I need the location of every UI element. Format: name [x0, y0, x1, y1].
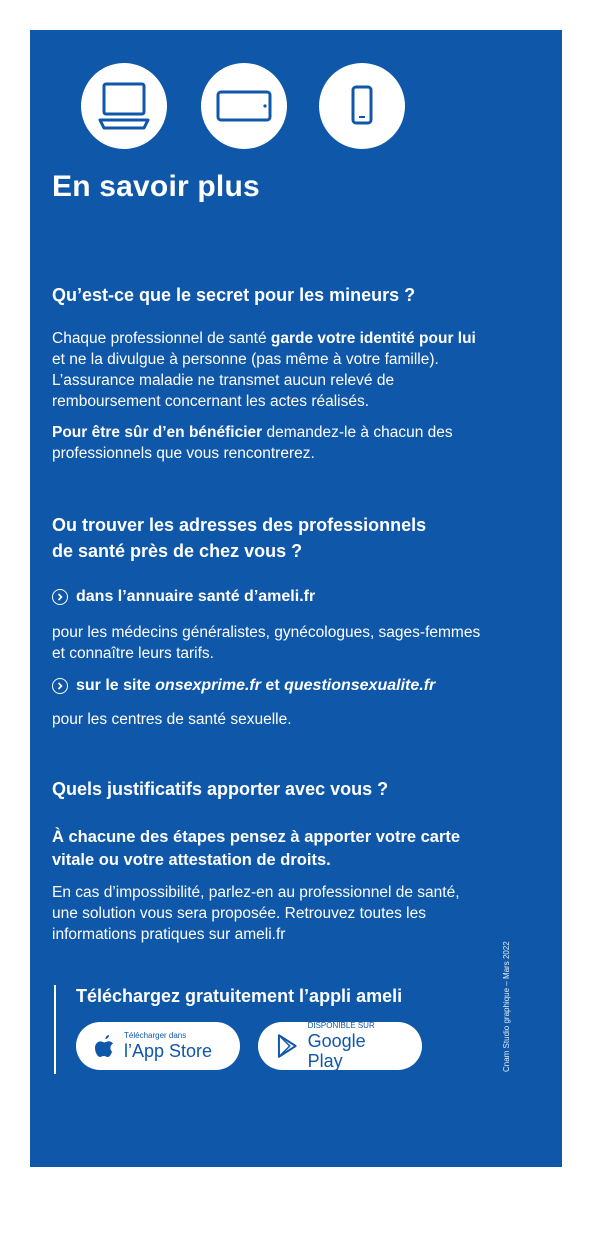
section-heading-secret: Qu’est-ce que le secret pour les mineurs ? — [52, 285, 416, 305]
store-buttons — [76, 1022, 422, 1070]
computer-icon — [81, 63, 167, 149]
smartphone-icon — [319, 63, 405, 149]
app-download-title: Téléchargez gratuitement l’appli ameli — [76, 986, 403, 1006]
apple-icon — [94, 1033, 116, 1059]
justificatifs-text: En cas d’impossibilité, parlez-en au professionnel de santé, une solution vous sera proposée. Retrouvez toutes les informations pratiques sur ameli.fr — [52, 884, 460, 943]
annuaire-description: pour les médecins généralistes, gynécologues, sages-femmes et connaître leurs tarifs. — [52, 624, 481, 662]
app-download-block — [54, 985, 422, 1074]
page-title: En savoir plus — [52, 170, 260, 203]
app-store-button[interactable]: Télécharger dans l’App Store — [76, 1022, 240, 1070]
section-heading-addresses: Ou trouver les adresses des professionnels de santé près de chez vous ? — [52, 515, 427, 561]
tablet-icon — [201, 63, 287, 149]
google-play-icon — [276, 1033, 300, 1059]
section-heading-justificatifs: Quels justificatifs apporter avec vous ? — [52, 779, 389, 799]
credit-line: Cnam Studio graphique – Mars 2022 — [502, 941, 511, 1072]
google-play-button[interactable]: DISPONIBLE SUR Google Play — [258, 1022, 422, 1070]
benefit-paragraph: Pour être sûr d’en bénéficier demandez-le à chacun des professionnels que vous rencontrerez. — [52, 424, 453, 462]
chevron-right-icon — [52, 678, 68, 694]
sites-link[interactable]: sur le site onsexprime.fr et questionsexualite.fr — [52, 675, 435, 697]
justificatifs-subhead: À chacune des étapes pensez à apporter votre carte vitale ou votre attestation de droits. — [52, 828, 461, 869]
sites-description: pour les centres de santé sexuelle. — [52, 711, 292, 728]
annuaire-link[interactable]: dans l’annuaire santé d’ameli.fr — [52, 586, 315, 608]
chevron-right-icon — [52, 589, 68, 605]
secret-paragraph: Chaque professionnel de santé garde votre identité pour lui et ne la divulgue à personne (pas même à votre famille). L’assurance maladie ne transmet aucun relevé de remboursement concernant les actes réalisés. — [52, 330, 476, 410]
